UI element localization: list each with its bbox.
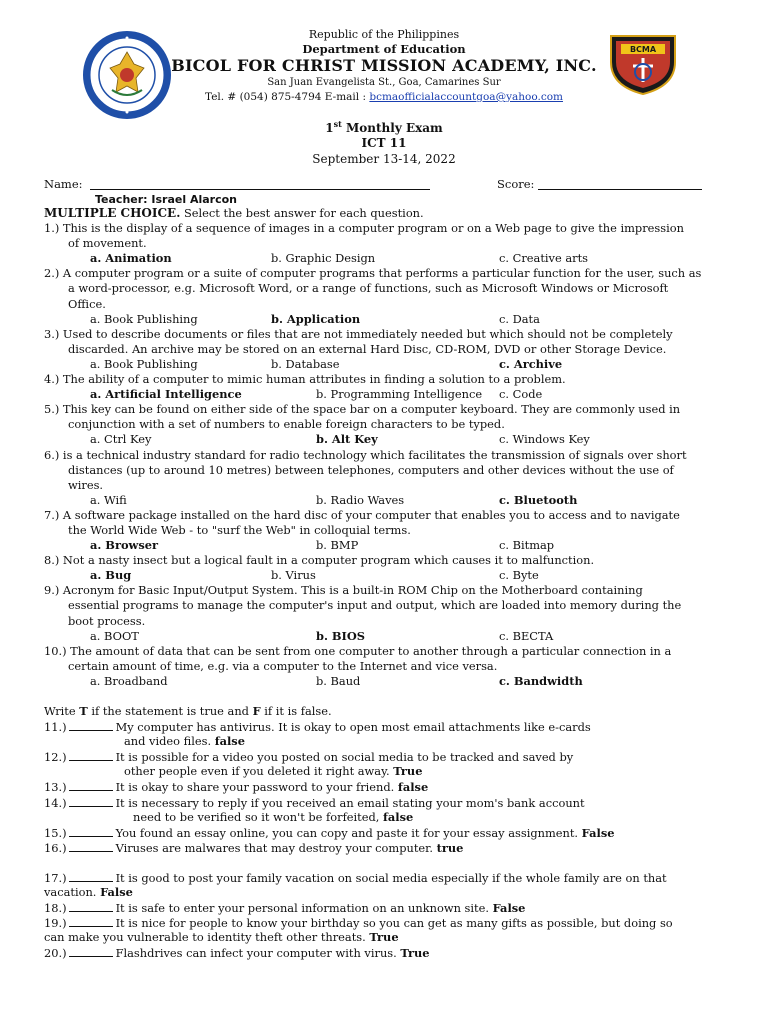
answer-blank[interactable] <box>69 749 113 761</box>
answer-option-c[interactable]: c. Data <box>499 311 540 326</box>
statement-text: It is good to post your family vacation on social media especially if the whole family are on that <box>115 870 667 885</box>
answer-blank[interactable] <box>69 870 113 882</box>
statement-text: My computer has antivirus. It is okay to open most email attachments like e-cards <box>115 720 591 735</box>
question-text-continued: distances (up to around 10 metres) between telephones, computers and other devices without the use of <box>68 462 674 477</box>
tf-instruction: Write T if the statement is true and F if it is false. <box>44 704 332 718</box>
section-gap <box>44 855 726 870</box>
statement-text-continued <box>44 930 726 945</box>
department-line: Department of Education <box>302 42 466 56</box>
mc-question <box>44 327 726 372</box>
statement-text: Viruses are malwares that may destroy your computer. <box>115 840 433 855</box>
answer-options <box>44 568 726 583</box>
answer-option-c[interactable]: c. BECTA <box>499 628 554 643</box>
answer-option-b[interactable]: b. Baud <box>316 673 361 688</box>
question-text-continued: of movement. <box>68 236 147 251</box>
tf-question-list <box>44 719 726 960</box>
tf-item <box>44 719 726 749</box>
answer-blank[interactable] <box>69 825 113 837</box>
answer-option-b[interactable]: b. Graphic Design <box>271 251 376 266</box>
exam-subject: ICT 11 <box>361 136 407 150</box>
tf-item-line <box>44 795 726 810</box>
answer-option-a[interactable]: a. Animation <box>90 251 172 266</box>
mc-question <box>44 402 726 447</box>
question-text: 6.) is a technical industry standard for radio technology which facilitates the transmission of signals over short <box>44 447 687 462</box>
tf-item <box>44 779 726 794</box>
tf-item <box>44 749 726 779</box>
item-number: 15.) <box>44 825 67 840</box>
statement-continuation: can make you vulnerable to identity theft other threats. <box>44 930 366 945</box>
name-score-row <box>44 177 724 193</box>
tf-item <box>44 900 726 915</box>
tf-item <box>44 825 726 840</box>
mc-question <box>44 583 726 643</box>
statement-text: You found an essay online, you can copy and paste it for your essay assignment. <box>115 825 579 840</box>
item-number: 14.) <box>44 795 67 810</box>
answer-option-a[interactable]: a. Broadband <box>90 673 168 688</box>
question-text: 5.) This key can be found on either side of the space bar on a computer keyboard. They are commonly used in <box>44 402 681 417</box>
mc-question <box>44 266 726 326</box>
tf-item <box>44 945 726 960</box>
question-text-continued: wires. <box>68 477 104 492</box>
answer-option-b[interactable]: b. Programming Intelligence <box>316 387 483 402</box>
item-number: 17.) <box>44 870 67 885</box>
answer-blank[interactable] <box>69 779 113 791</box>
answer-blank[interactable] <box>69 719 113 731</box>
question-text: 10.) The amount of data that can be sent from one computer to another through a particular connection in a <box>44 643 672 658</box>
answer-option-a[interactable]: a. Artificial Intelligence <box>90 387 242 402</box>
answer-blank[interactable] <box>69 915 113 927</box>
answer-options <box>44 432 726 447</box>
item-number: 11.) <box>44 720 67 735</box>
tf-item <box>44 795 726 825</box>
statement-text-continued <box>44 764 726 779</box>
answer-options <box>44 387 726 402</box>
question-text-continued: certain amount of time, e.g. via a computer to the Internet and vice versa. <box>68 658 498 673</box>
answer-option-b[interactable]: b. BMP <box>316 538 359 553</box>
statement-text-continued <box>44 885 726 900</box>
statement-text: It is possible for a video you posted on social media to be tracked and saved by <box>115 750 574 765</box>
statement-text-continued <box>44 810 726 825</box>
answer-option-c[interactable]: c. Bitmap <box>499 538 555 553</box>
answer-options <box>44 674 726 689</box>
school-address: San Juan Evangelista St., Goa, Camarines Sur <box>267 77 501 88</box>
question-text-continued: discarded. An archive may be stored on an external Hard Disc, CD-ROM, DVD or other Storage Device. <box>68 341 667 356</box>
answer-option-b[interactable]: b. Application <box>271 311 361 326</box>
question-text: 3.) Used to describe documents or files that are not immediately needed but which should not be completely <box>44 326 673 341</box>
tf-item-line <box>44 825 726 840</box>
answer-option-c[interactable]: c. Creative arts <box>499 251 588 266</box>
answer-blank[interactable] <box>69 900 113 912</box>
statement-continuation: and video files. <box>124 734 212 749</box>
answer-key: false <box>214 734 245 749</box>
tf-item-line <box>44 870 726 885</box>
question-text-continued: a word-processor, e.g. Microsoft Word, or a range of functions, such as Microsoft Windows or Microsoft <box>68 281 669 296</box>
answer-option-b[interactable]: b. Radio Waves <box>316 492 405 507</box>
answer-key: false <box>397 780 429 795</box>
tf-item-line <box>44 945 726 960</box>
republic-line: Republic of the Philippines <box>308 28 460 41</box>
teacher-name: Teacher: Israel Alarcon <box>95 193 237 206</box>
contact-line <box>0 90 768 104</box>
answer-option-a[interactable]: a. BOOT <box>90 628 139 643</box>
answer-options <box>44 251 726 266</box>
question-text-continued: Office. <box>68 296 106 311</box>
question-text-continued: conjunction with a set of numbers to enable foreign characters to be typed. <box>68 417 505 432</box>
question-text: 4.) The ability of a computer to mimic human attributes in finding a solution to a problem. <box>44 372 566 387</box>
answer-option-b[interactable]: b. Database <box>271 356 340 371</box>
mc-instruction: MULTIPLE CHOICE. Select the best answer for each question. <box>44 206 424 220</box>
answer-option-c[interactable]: c. Code <box>499 387 543 402</box>
exam-content <box>44 206 726 961</box>
answer-option-c[interactable]: c. Bandwidth <box>499 673 583 688</box>
exam-title: 1st Monthly Exam <box>325 119 443 135</box>
answer-option-b[interactable]: b. Virus <box>271 568 316 583</box>
question-text: 7.) A software package installed on the hard disc of your computer that enables you to access and to navigate <box>44 507 680 522</box>
answer-options <box>44 357 726 372</box>
statement-text-continued <box>44 734 726 749</box>
mc-question <box>44 448 726 508</box>
answer-key: true <box>436 840 464 855</box>
answer-option-a[interactable]: a. Book Publishing <box>90 356 198 371</box>
answer-blank[interactable] <box>69 840 113 852</box>
mc-question <box>44 644 726 689</box>
answer-option-a[interactable]: a. Wifi <box>90 492 127 507</box>
tf-item-line <box>44 840 726 855</box>
school-name: BICOL FOR CHRIST MISSION ACADEMY, INC. <box>171 56 597 75</box>
question-text: 8.) Not a nasty insect but a logical fault in a computer program which causes it to malfunction. <box>44 553 595 568</box>
score-field[interactable] <box>538 189 702 190</box>
statement-text: It is necessary to reply if you received an email stating your mom's bank account <box>115 795 585 810</box>
score-label: Score: <box>497 177 535 191</box>
answer-options <box>44 629 726 644</box>
question-text: 2.) A computer program or a suite of computer programs that performs a particular function for the user, such as <box>44 266 702 281</box>
mc-question-list <box>44 221 726 689</box>
answer-option-a[interactable]: a. Book Publishing <box>90 311 198 326</box>
item-number: 16.) <box>44 840 67 855</box>
tf-item-line <box>44 915 726 930</box>
item-number: 13.) <box>44 780 67 795</box>
statement-continuation: other people even if you deleted it right away. <box>124 764 390 779</box>
answer-blank[interactable] <box>69 795 113 807</box>
answer-key: False <box>492 901 526 916</box>
answer-option-c[interactable]: c. Byte <box>499 568 539 583</box>
answer-key: false <box>383 809 414 824</box>
answer-options <box>44 538 726 553</box>
mc-question <box>44 221 726 266</box>
tf-item-line <box>44 749 726 764</box>
answer-option-c[interactable]: c. Windows Key <box>499 432 590 447</box>
answer-options <box>44 312 726 327</box>
tf-item-line <box>44 779 726 794</box>
answer-option-c[interactable]: c. Bluetooth <box>499 492 578 507</box>
statement-text: It is okay to share your password to your friend. <box>115 780 395 795</box>
answer-option-b[interactable]: b. BIOS <box>316 628 365 643</box>
question-text-continued: boot process. <box>68 613 146 628</box>
tf-item-line <box>44 900 726 915</box>
question-text-continued: essential programs to manage the computer's input and output, which are loaded into memory during the <box>68 598 682 613</box>
answer-option-a[interactable]: a. Browser <box>90 538 159 553</box>
mc-question <box>44 372 726 402</box>
answer-key: True <box>400 946 430 961</box>
answer-option-a[interactable]: a. Bug <box>90 568 132 583</box>
school-header <box>0 28 768 104</box>
statement-text: It is safe to enter your personal information on an unknown site. <box>115 901 489 916</box>
answer-key: True <box>369 930 399 945</box>
name-field[interactable] <box>90 189 430 190</box>
email-link[interactable]: bcmaofficialaccountgoa@yahoo.com <box>369 91 563 103</box>
statement-text: Flashdrives can infect your computer with virus. <box>115 946 397 961</box>
question-text: 9.) Acronym for Basic Input/Output System. This is a built-in ROM Chip on the Motherboard containing <box>44 583 643 598</box>
tf-item <box>44 840 726 855</box>
tf-item-line <box>44 719 726 734</box>
answer-options <box>44 493 726 508</box>
answer-key: True <box>393 764 423 779</box>
item-number: 20.) <box>44 946 67 961</box>
item-number: 18.) <box>44 901 67 916</box>
exam-date: September 13-14, 2022 <box>312 152 456 166</box>
answer-option-b[interactable]: b. Alt Key <box>316 432 378 447</box>
answer-blank[interactable] <box>69 945 113 957</box>
exam-title-block <box>0 117 768 167</box>
mc-heading: MULTIPLE CHOICE. <box>44 206 181 220</box>
item-number: 12.) <box>44 750 67 765</box>
answer-key: False <box>581 825 615 840</box>
item-number: 19.) <box>44 916 67 931</box>
tf-item <box>44 870 726 900</box>
answer-option-c[interactable]: c. Archive <box>499 356 563 371</box>
name-label: Name: <box>44 177 83 191</box>
telephone-label: Tel. # (054) 875-4794 E-mail : <box>205 91 367 103</box>
mc-question <box>44 553 726 583</box>
answer-option-a[interactable]: a. Ctrl Key <box>90 432 152 447</box>
answer-key: False <box>100 885 133 900</box>
statement-text: It is nice for people to know your birthday so you can get as many gifts as possible, but doing so <box>115 916 673 931</box>
statement-continuation: need to be verified so it won't be forfeited, <box>133 809 380 824</box>
tf-item <box>44 915 726 945</box>
svg-text:BCMA: BCMA <box>629 45 657 54</box>
mc-question <box>44 508 726 553</box>
question-text: 1.) This is the display of a sequence of images in a computer program or on a Web page to give the impression <box>44 221 684 236</box>
statement-continuation: vacation. <box>44 885 97 900</box>
question-text-continued: the World Wide Web - to "surf the Web" in colloquial terms. <box>68 522 411 537</box>
